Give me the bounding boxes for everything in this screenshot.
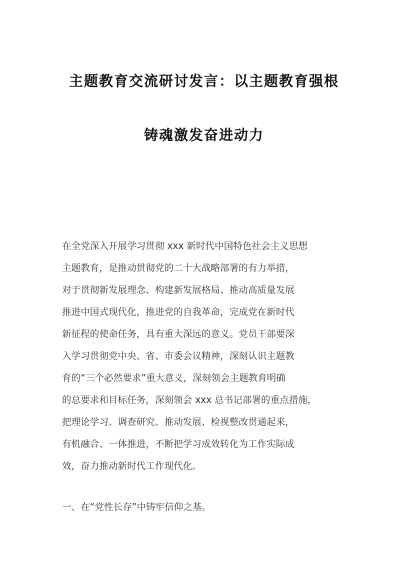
document-title-line-1: 主题教育交流研讨发言：以主题教育强根 (69, 74, 339, 90)
paragraph-line: 的总要求和目标任务，深刻领会 xxx 总书记部署的重点措施， (62, 395, 317, 406)
paragraph-line: 新征程的使命任务，具有重大深远的意义。党员干部要深 (62, 329, 295, 340)
paragraph-line: 把理论学习、调查研究、推动发展、检视整改贯通起来， (62, 417, 295, 428)
paragraph-line: 推进中国式现代化，推进党的自我革命，完成党在新时代 (62, 307, 295, 318)
paragraph-line: 入学习贯彻党中央、省、市委会议精神，深刻认识主题教 (62, 351, 295, 362)
paragraph-line: 效，奋力推动新时代工作现代化。 (62, 461, 202, 472)
intro-paragraph (62, 236, 352, 478)
document-title-line-2: 铸魂激发奋进动力 (144, 128, 264, 144)
paragraph-line: 对于贯彻新发展理念、构建新发展格局、推动高质量发展 (62, 285, 295, 296)
paragraph-line: 育的“三个必然要求”重大意义，深刻领会主题教育明确 (62, 373, 286, 384)
paragraph-line: 主题教育，是推动贯彻党的二十大战略部署的有力举措， (62, 263, 295, 274)
paragraph-line: 在全党深入开展学习贯彻 xxx 新时代中国特色社会主义思想 (62, 241, 308, 252)
section-heading-1: 一、在“党性长存”中铸牢信仰之基。 (62, 502, 212, 513)
paragraph-line: 有机融合、一体推进，不断把学习成效转化为工作实际成 (62, 439, 295, 450)
